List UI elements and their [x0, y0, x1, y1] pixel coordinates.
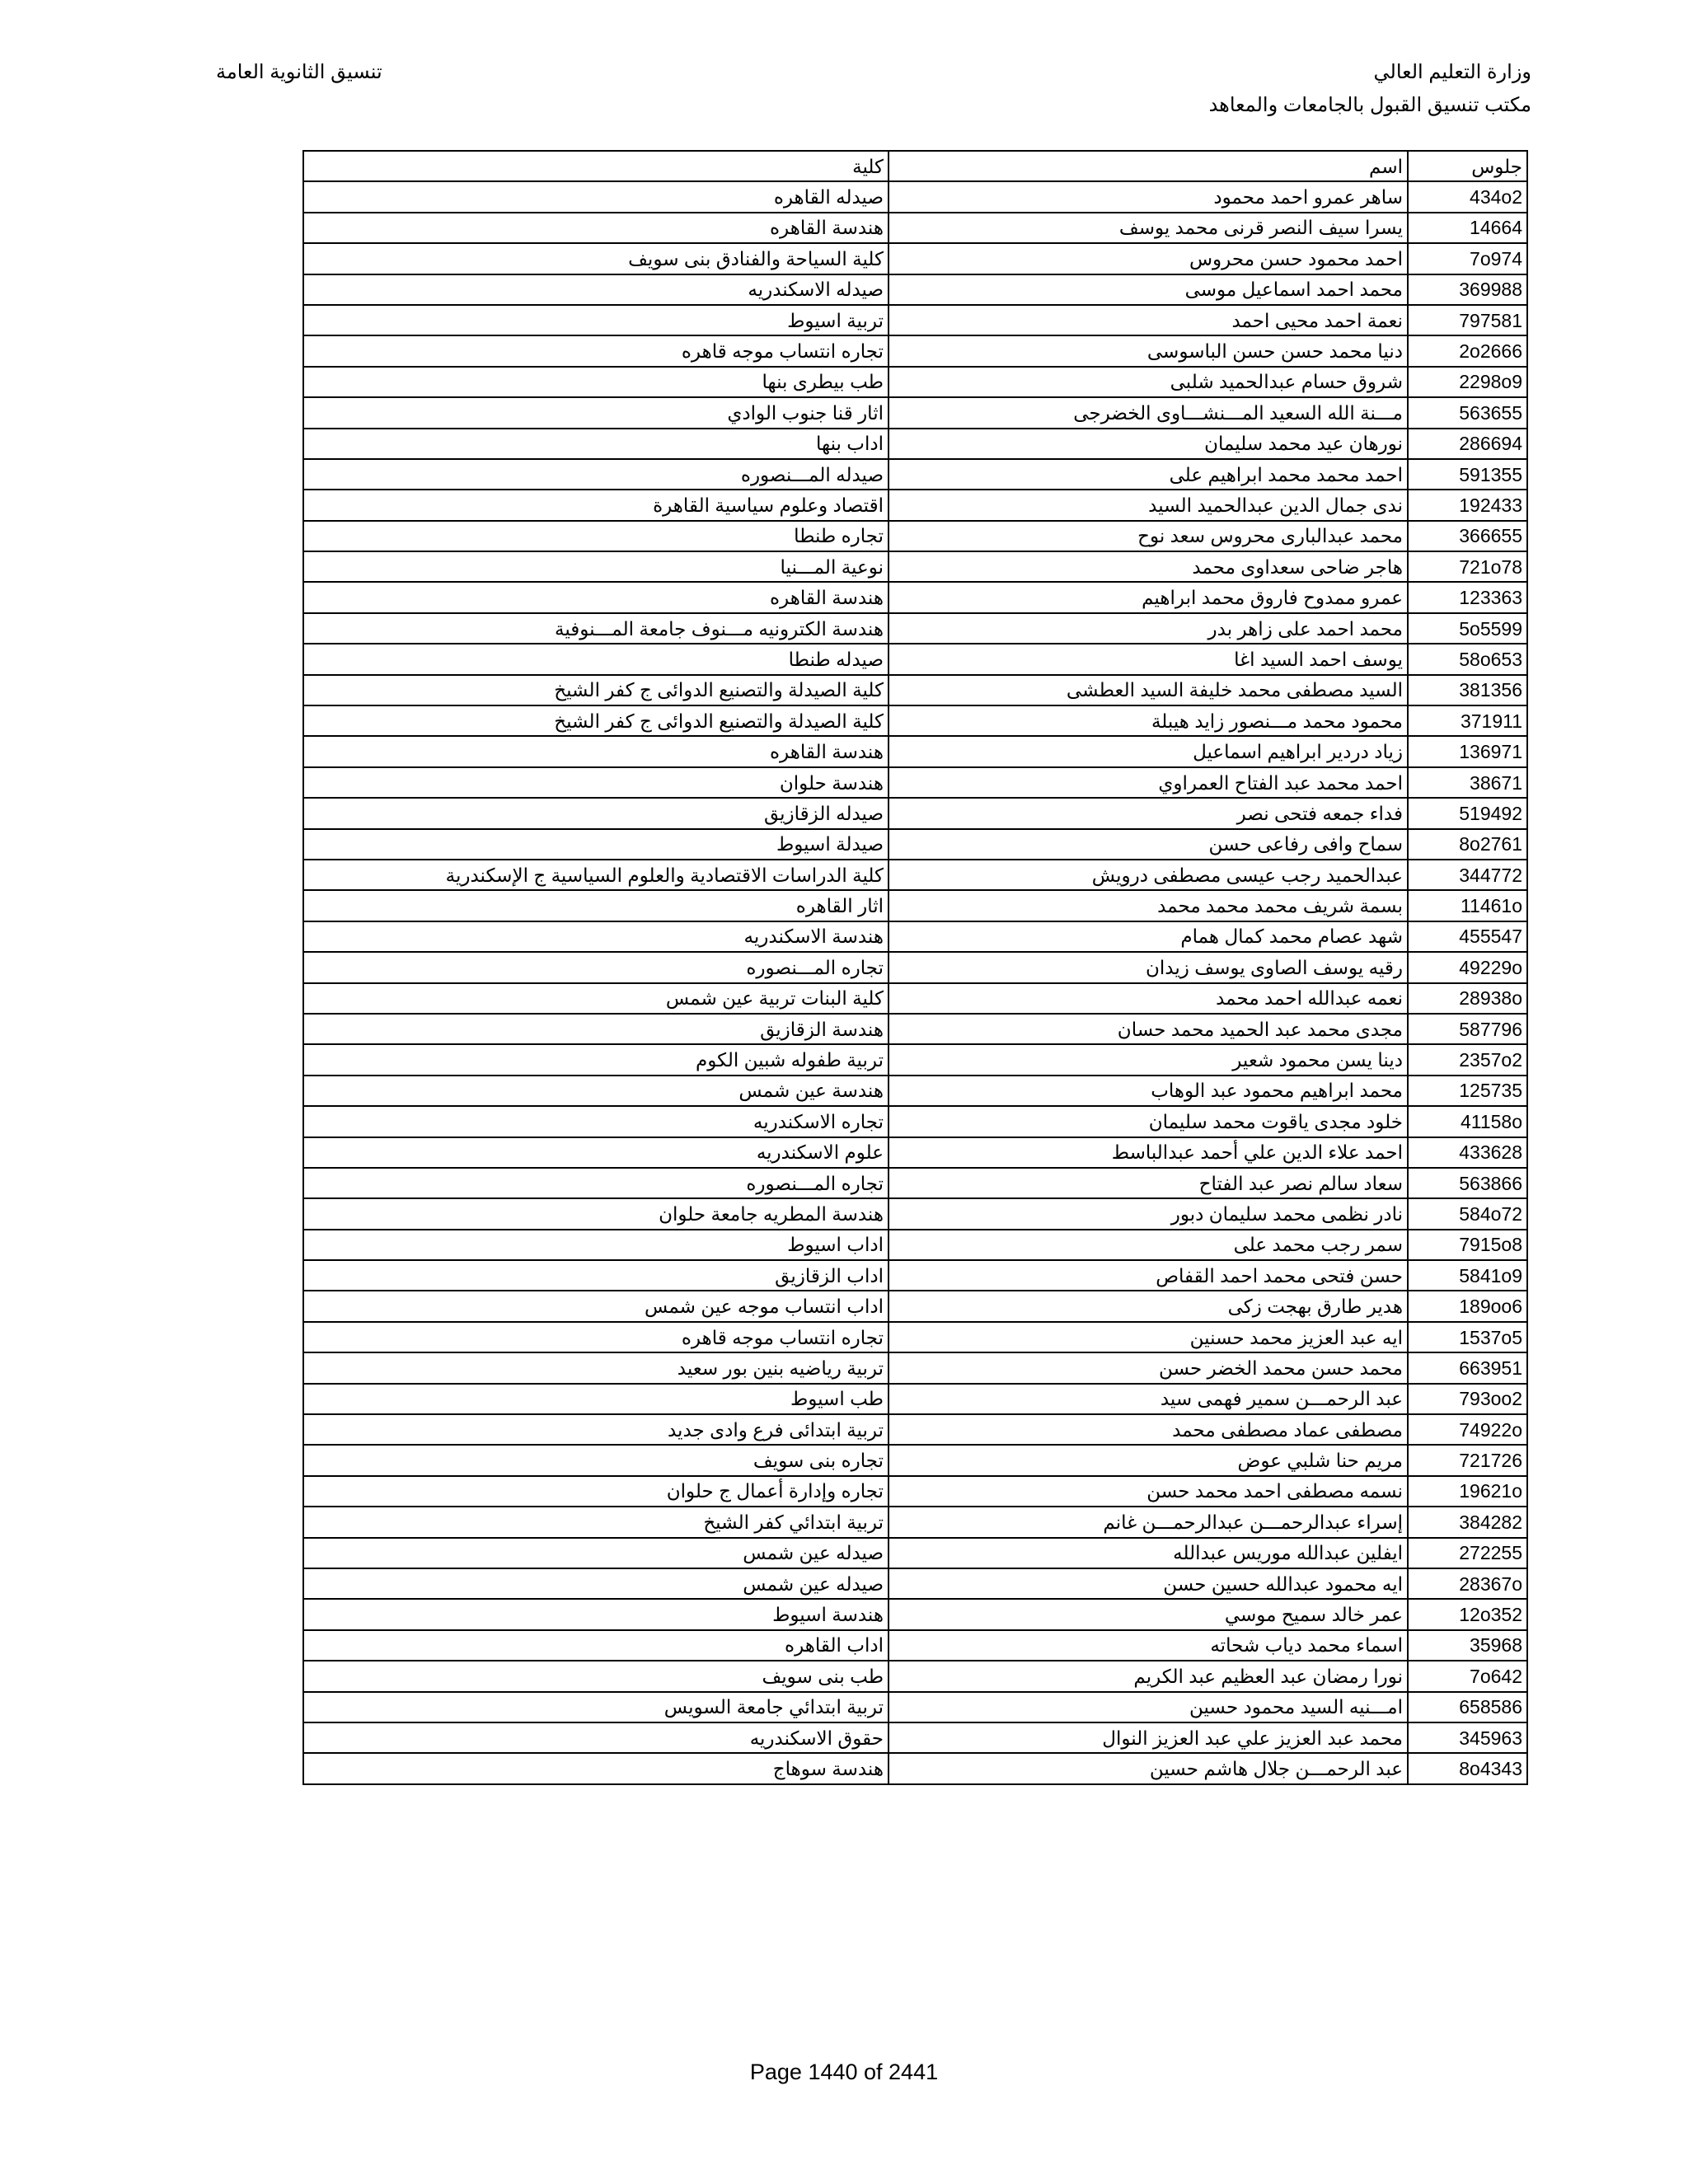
student-name-cell: عمرو ممدوح فاروق محمد ابراهيم [889, 582, 1408, 612]
student-name-cell: دينا يسن محمود شعير [889, 1044, 1408, 1075]
table-row [303, 1599, 1527, 1629]
seat-number-cell: 455547 [1408, 921, 1527, 952]
seat-number-cell: 658586 [1408, 1692, 1527, 1722]
faculty-cell: علوم الاسكندريه [303, 1137, 889, 1168]
table-row [303, 983, 1527, 1014]
table-row [303, 213, 1527, 243]
student-name-cell: مريم حنا شلبي عوض [889, 1445, 1408, 1475]
student-name-cell: محمود محمد مـــنصور زايد هيبلة [889, 705, 1408, 736]
faculty-cell: هندسة القاهره [303, 213, 889, 243]
table-row [303, 551, 1527, 582]
student-name-cell: حسن فتحى محمد احمد القفاص [889, 1260, 1408, 1291]
seat-number-cell: 563655 [1408, 397, 1527, 428]
column-header-name: اسم [889, 151, 1408, 181]
admissions-table-body [303, 151, 1527, 1784]
student-name-cell: ايه محمود عبدالله حسين حسن [889, 1568, 1408, 1599]
faculty-cell: هندسة الزقازيق [303, 1014, 889, 1044]
table-row [303, 490, 1527, 520]
student-name-cell: زياد دردير ابراهيم اسماعيل [889, 736, 1408, 766]
admissions-table [302, 150, 1528, 1785]
student-name-cell: اسماء محمد دياب شحاته [889, 1630, 1408, 1661]
table-row [303, 305, 1527, 335]
faculty-cell: صيدله القاهره [303, 181, 889, 212]
table-row [303, 1260, 1527, 1291]
faculty-cell: صيدلة اسيوط [303, 829, 889, 860]
faculty-cell: اداب اسيوط [303, 1230, 889, 1260]
student-name-cell: احمد محمد محمد ابراهيم على [889, 459, 1408, 490]
seat-number-cell: 2357o2 [1408, 1044, 1527, 1075]
faculty-cell: تربية ابتدائي جامعة السويس [303, 1692, 889, 1722]
table-row [303, 736, 1527, 766]
student-name-cell: يوسف احمد السيد اغا [889, 644, 1408, 674]
table-row [303, 1044, 1527, 1075]
seat-number-cell: 286694 [1408, 429, 1527, 459]
seat-number-cell: 125735 [1408, 1076, 1527, 1106]
table-row [303, 1014, 1527, 1044]
student-name-cell: خلود مجدى ياقوت محمد سليمان [889, 1106, 1408, 1137]
seat-number-cell: 591355 [1408, 459, 1527, 490]
table-row [303, 1352, 1527, 1383]
seat-number-cell: 41158o [1408, 1106, 1527, 1137]
table-row [303, 1661, 1527, 1691]
seat-number-cell: 123363 [1408, 582, 1527, 612]
seat-number-cell: 272255 [1408, 1538, 1527, 1568]
faculty-cell: هندسة القاهره [303, 736, 889, 766]
table-row [303, 335, 1527, 366]
seat-number-cell: 14664 [1408, 213, 1527, 243]
seat-number-cell: 5841o9 [1408, 1260, 1527, 1291]
coordination-title: تنسيق الثانوية العامة [216, 61, 382, 83]
faculty-cell: اثار القاهره [303, 890, 889, 921]
table-row [303, 767, 1527, 798]
table-row [303, 613, 1527, 644]
seat-number-cell: 58o653 [1408, 644, 1527, 674]
seat-number-cell: 35968 [1408, 1630, 1527, 1661]
seat-number-cell: 28938o [1408, 983, 1527, 1014]
faculty-cell: تربية ابتدائي كفر الشيخ [303, 1507, 889, 1537]
seat-number-cell: 381356 [1408, 675, 1527, 705]
faculty-cell: هندسة القاهره [303, 582, 889, 612]
table-row [303, 829, 1527, 860]
student-name-cell: محمد عبد العزيز علي عبد العزيز النوال [889, 1722, 1408, 1753]
table-row [303, 1630, 1527, 1661]
faculty-cell: تربية ابتدائى فرع وادى جديد [303, 1414, 889, 1445]
faculty-cell: تجاره بنى سويف [303, 1445, 889, 1475]
student-name-cell: محمد احمد على زاهر بدر [889, 613, 1408, 644]
seat-number-cell: 8o4343 [1408, 1753, 1527, 1783]
table-row [303, 582, 1527, 612]
seat-number-cell: 366655 [1408, 521, 1527, 551]
student-name-cell: مجدى محمد عبد الحميد محمد حسان [889, 1014, 1408, 1044]
student-name-cell: ايفلين عبدالله موريس عبدالله [889, 1538, 1408, 1568]
seat-number-cell: 2o2666 [1408, 335, 1527, 366]
seat-number-cell: 74922o [1408, 1414, 1527, 1445]
faculty-cell: تربية رياضيه بنين بور سعيد [303, 1352, 889, 1383]
table-row [303, 521, 1527, 551]
seat-number-cell: 7915o8 [1408, 1230, 1527, 1260]
seat-number-cell: 369988 [1408, 274, 1527, 305]
faculty-cell: تجاره انتساب موجه قاهره [303, 1322, 889, 1352]
student-name-cell: يسرا سيف النصر قرنى محمد يوسف [889, 213, 1408, 243]
faculty-cell: هندسة سوهاج [303, 1753, 889, 1783]
student-name-cell: ايه عبد العزيز محمد حسنين [889, 1322, 1408, 1352]
table-row [303, 429, 1527, 459]
student-name-cell: فداء جمعه فتحى نصر [889, 798, 1408, 828]
seat-number-cell: 371911 [1408, 705, 1527, 736]
table-row [303, 1507, 1527, 1537]
seat-number-cell: 8o2761 [1408, 829, 1527, 860]
table-row [303, 1230, 1527, 1260]
table-row [303, 1168, 1527, 1198]
faculty-cell: هندسة حلوان [303, 767, 889, 798]
seat-number-cell: 563866 [1408, 1168, 1527, 1198]
student-name-cell: بسمة شريف محمد محمد محمد [889, 890, 1408, 921]
seat-number-cell: 192433 [1408, 490, 1527, 520]
faculty-cell: اقتصاد وعلوم سياسية القاهرة [303, 490, 889, 520]
student-name-cell: سعاد سالم نصر عبد الفتاح [889, 1168, 1408, 1198]
faculty-cell: اداب بنها [303, 429, 889, 459]
table-row [303, 1753, 1527, 1783]
seat-number-cell: 663951 [1408, 1352, 1527, 1383]
faculty-cell: تجاره طنطا [303, 521, 889, 551]
student-name-cell: نورهان عيد محمد سليمان [889, 429, 1408, 459]
table-row [303, 705, 1527, 736]
table-row [303, 1076, 1527, 1106]
faculty-cell: هندسة الكترونيه مـــنوف جامعة المـــنوفية [303, 613, 889, 644]
student-name-cell: السيد مصطفى محمد خليفة السيد العطشى [889, 675, 1408, 705]
faculty-cell: تجاره وإدارة أعمال ج حلوان [303, 1476, 889, 1507]
seat-number-cell: 2298o9 [1408, 367, 1527, 397]
faculty-cell: تربية طفوله شبين الكوم [303, 1044, 889, 1075]
seat-number-cell: 189oo6 [1408, 1291, 1527, 1321]
ministry-title: وزارة التعليم العالي [1373, 61, 1531, 83]
student-name-cell: عبدالحميد رجب عيسى مصطفى درويش [889, 860, 1408, 890]
table-row [303, 1291, 1527, 1321]
faculty-cell: اداب انتساب موجه عين شمس [303, 1291, 889, 1321]
table-row [303, 1198, 1527, 1229]
student-name-cell: شروق حسام عبدالحميد شلبى [889, 367, 1408, 397]
table-row [303, 1322, 1527, 1352]
table-row [303, 397, 1527, 428]
student-name-cell: رقيه يوسف الصاوى يوسف زيدان [889, 952, 1408, 982]
faculty-cell: كلية الصيدلة والتصنيع الدوائى ج كفر الشيخ [303, 705, 889, 736]
faculty-cell: كلية البنات تربية عين شمس [303, 983, 889, 1014]
table-row [303, 1692, 1527, 1722]
office-title: مكتب تنسيق القبول بالجامعات والمعاهد [1208, 94, 1531, 116]
table-row [303, 644, 1527, 674]
student-name-cell: مصطفى عماد مصطفى محمد [889, 1414, 1408, 1445]
faculty-cell: كلية السياحة والفنادق بنى سويف [303, 243, 889, 274]
seat-number-cell: 584o72 [1408, 1198, 1527, 1229]
seat-number-cell: 345963 [1408, 1722, 1527, 1753]
student-name-cell: شهد عصام محمد كمال همام [889, 921, 1408, 952]
table-row [303, 798, 1527, 828]
faculty-cell: هندسة المطريه جامعة حلوان [303, 1198, 889, 1229]
student-name-cell: عبد الرحمـــن سمير فهمى سيد [889, 1384, 1408, 1414]
column-header-faculty: كلية [303, 151, 889, 181]
seat-number-cell: 434o2 [1408, 181, 1527, 212]
student-name-cell: هاجر ضاحى سعداوى محمد [889, 551, 1408, 582]
student-name-cell: محمد حسن محمد الخضر حسن [889, 1352, 1408, 1383]
faculty-cell: طب بيطرى بنها [303, 367, 889, 397]
table-row [303, 181, 1527, 212]
table-row [303, 890, 1527, 921]
seat-number-cell: 384282 [1408, 1507, 1527, 1537]
page-number: Page 1440 of 2441 [749, 2060, 939, 2084]
table-row [303, 952, 1527, 982]
seat-number-cell: 12o352 [1408, 1599, 1527, 1629]
student-name-cell: هدير طارق بهجت زكى [889, 1291, 1408, 1321]
table-row [303, 1384, 1527, 1414]
seat-number-cell: 433628 [1408, 1137, 1527, 1168]
faculty-cell: اداب الزقازيق [303, 1260, 889, 1291]
table-row [303, 1414, 1527, 1445]
faculty-cell: اثار قنا جنوب الوادي [303, 397, 889, 428]
student-name-cell: محمد عبدالبارى محروس سعد نوح [889, 521, 1408, 551]
faculty-cell: تجاره انتساب موجه قاهره [303, 335, 889, 366]
seat-number-cell: 721o78 [1408, 551, 1527, 582]
student-name-cell: سماح وافى رفاعى حسن [889, 829, 1408, 860]
table-row [303, 459, 1527, 490]
faculty-cell: هندسة الاسكندريه [303, 921, 889, 952]
faculty-cell: تجاره الاسكندريه [303, 1106, 889, 1137]
table-row [303, 860, 1527, 890]
faculty-cell: تجاره المـــنصوره [303, 1168, 889, 1198]
seat-number-cell: 38671 [1408, 767, 1527, 798]
table-row [303, 921, 1527, 952]
student-name-cell: عمر خالد سميح موسي [889, 1599, 1408, 1629]
seat-number-cell: 136971 [1408, 736, 1527, 766]
seat-number-cell: 797581 [1408, 305, 1527, 335]
table-row [303, 1538, 1527, 1568]
seat-number-cell: 28367o [1408, 1568, 1527, 1599]
student-name-cell: امـــنيه السيد محمود حسين [889, 1692, 1408, 1722]
student-name-cell: نادر نظمى محمد سليمان دبور [889, 1198, 1408, 1229]
seat-number-cell: 19621o [1408, 1476, 1527, 1507]
faculty-cell: تجاره المـــنصوره [303, 952, 889, 982]
student-name-cell: إسراء عبدالرحمـــن عبدالرحمـــن غانم [889, 1507, 1408, 1537]
student-name-cell: احمد علاء الدين علي أحمد عبدالباسط [889, 1137, 1408, 1168]
student-name-cell: دنيا محمد حسن حسن الباسوسى [889, 335, 1408, 366]
faculty-cell: تربية اسيوط [303, 305, 889, 335]
student-name-cell: عبد الرحمـــن جلال هاشم حسين [889, 1753, 1408, 1783]
seat-number-cell: 519492 [1408, 798, 1527, 828]
faculty-cell: طب بنى سويف [303, 1661, 889, 1691]
faculty-cell: صيدله الزقازيق [303, 798, 889, 828]
faculty-cell: هندسة عين شمس [303, 1076, 889, 1106]
seat-number-cell: 793oo2 [1408, 1384, 1527, 1414]
table-row [303, 274, 1527, 305]
faculty-cell: صيدله المـــنصوره [303, 459, 889, 490]
student-name-cell: محمد احمد اسماعيل موسى [889, 274, 1408, 305]
seat-number-cell: 344772 [1408, 860, 1527, 890]
student-name-cell: ساهر عمرو احمد محمود [889, 181, 1408, 212]
student-name-cell: نعمه عبدالله احمد محمد [889, 983, 1408, 1014]
student-name-cell: نسمه مصطفى احمد محمد حسن [889, 1476, 1408, 1507]
faculty-cell: صيدله الاسكندريه [303, 274, 889, 305]
seat-number-cell: 7o642 [1408, 1661, 1527, 1691]
student-name-cell: احمد محمود حسن محروس [889, 243, 1408, 274]
column-header-seat: جلوس [1408, 151, 1527, 181]
seat-number-cell: 7o974 [1408, 243, 1527, 274]
faculty-cell: نوعية المـــنيا [303, 551, 889, 582]
table-row [303, 675, 1527, 705]
student-name-cell: مـــنة الله السعيد المـــنشـــاوى الخضرجى [889, 397, 1408, 428]
table-row [303, 1568, 1527, 1599]
student-name-cell: احمد محمد عبد الفتاح العمراوي [889, 767, 1408, 798]
student-name-cell: محمد ابراهيم محمود عبد الوهاب [889, 1076, 1408, 1106]
faculty-cell: صيدله طنطا [303, 644, 889, 674]
faculty-cell: حقوق الاسكندريه [303, 1722, 889, 1753]
student-name-cell: نعمة احمد محيى احمد [889, 305, 1408, 335]
faculty-cell: صيدله عين شمس [303, 1538, 889, 1568]
table-header-row [303, 151, 1527, 181]
faculty-cell: هندسة اسيوط [303, 1599, 889, 1629]
table-row [303, 1137, 1527, 1168]
table-row [303, 1445, 1527, 1475]
student-name-cell: ندى جمال الدين عبدالحميد السيد [889, 490, 1408, 520]
faculty-cell: كلية الصيدلة والتصنيع الدوائى ج كفر الشيخ [303, 675, 889, 705]
student-name-cell: سمر رجب محمد على [889, 1230, 1408, 1260]
seat-number-cell: 5o5599 [1408, 613, 1527, 644]
student-name-cell: نورا رمضان عبد العظيم عبد الكريم [889, 1661, 1408, 1691]
table-row [303, 1722, 1527, 1753]
table-row [303, 1106, 1527, 1137]
seat-number-cell: 721726 [1408, 1445, 1527, 1475]
seat-number-cell: 587796 [1408, 1014, 1527, 1044]
faculty-cell: صيدله عين شمس [303, 1568, 889, 1599]
seat-number-cell: 1537o5 [1408, 1322, 1527, 1352]
table-row [303, 367, 1527, 397]
table-row [303, 1476, 1527, 1507]
faculty-cell: كلية الدراسات الاقتصادية والعلوم السياسية ج الإسكندرية [303, 860, 889, 890]
seat-number-cell: 49229o [1408, 952, 1527, 982]
faculty-cell: اداب القاهره [303, 1630, 889, 1661]
seat-number-cell: 11461o [1408, 890, 1527, 921]
table-row [303, 243, 1527, 274]
faculty-cell: طب اسيوط [303, 1384, 889, 1414]
